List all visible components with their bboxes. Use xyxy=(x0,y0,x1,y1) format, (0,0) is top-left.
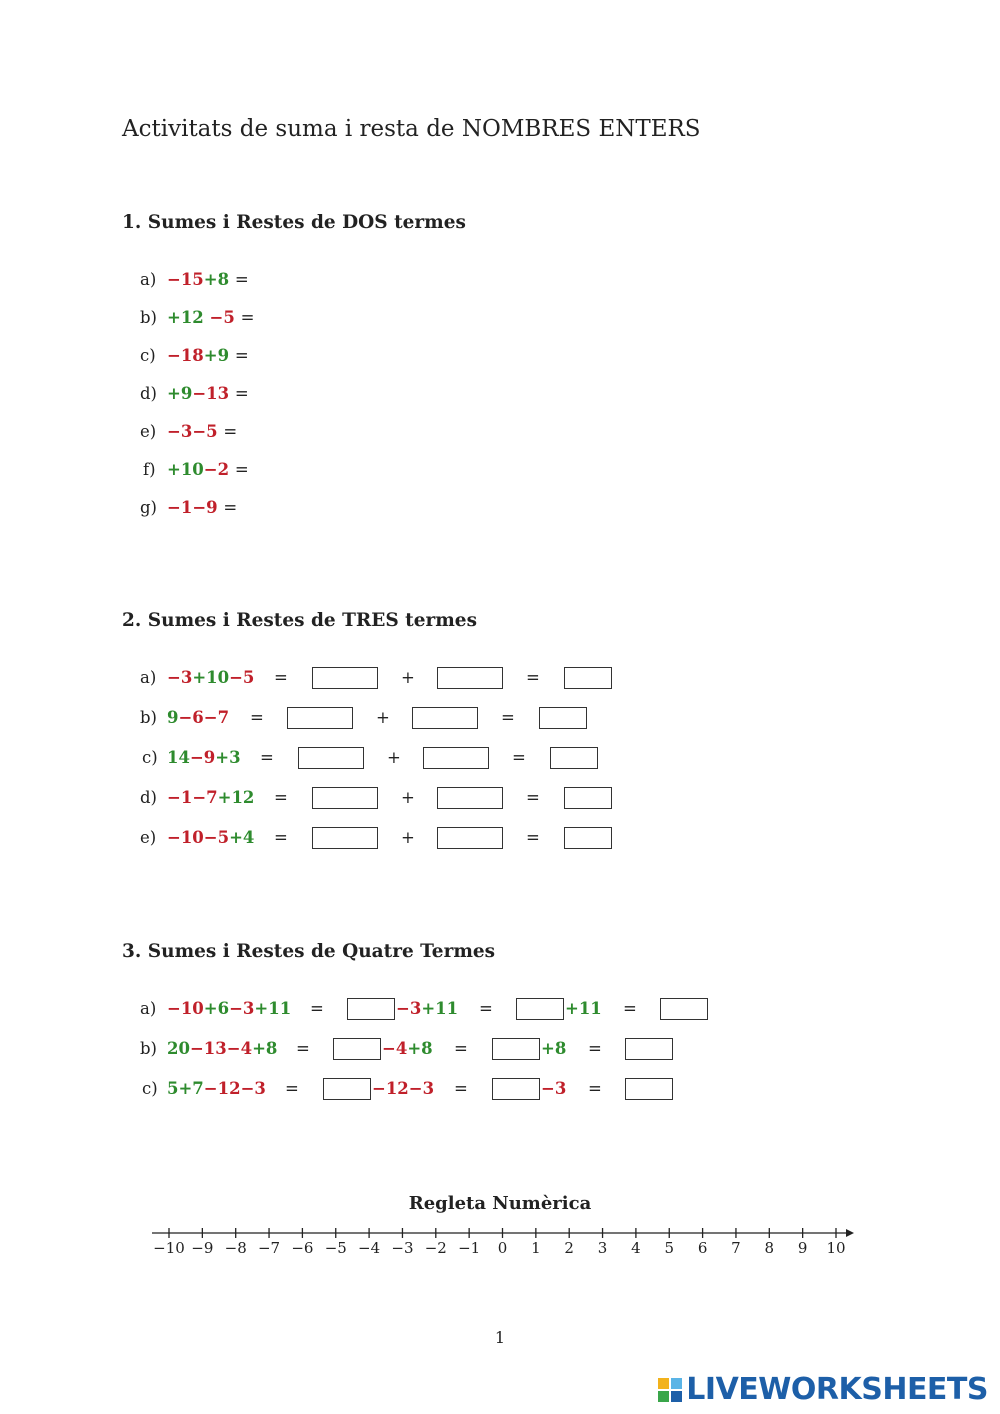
item-label: c) xyxy=(140,346,156,365)
number-line-label: 0 xyxy=(497,1239,508,1257)
term: −2 xyxy=(203,460,230,479)
term: +11 xyxy=(421,999,459,1018)
section1-title: 1. Sumes i Restes de DOS termes xyxy=(122,212,466,233)
equals-sign: = xyxy=(310,999,324,1018)
result-input[interactable] xyxy=(565,831,611,851)
term: −12 xyxy=(372,1079,409,1098)
item-label: g) xyxy=(140,498,157,517)
number-line xyxy=(0,1220,1000,1270)
term: −6 xyxy=(178,708,204,727)
brand-name: LIVEWORKSHEETS xyxy=(686,1372,988,1407)
term: 14 xyxy=(167,748,190,767)
ruler-title: Regleta Numèrica xyxy=(408,1193,592,1214)
term: −5 xyxy=(209,308,235,327)
result-input[interactable] xyxy=(565,791,611,811)
equals-sign: = xyxy=(223,498,238,517)
number-line-label: −2 xyxy=(424,1239,447,1257)
number-line-label: −10 xyxy=(153,1239,185,1257)
term: +9 xyxy=(167,384,193,403)
term: +8 xyxy=(203,270,230,289)
equals-sign: = xyxy=(234,346,249,365)
number-line-label: 10 xyxy=(826,1239,846,1257)
result-box[interactable] xyxy=(625,1038,673,1060)
equals-sign: = xyxy=(274,668,288,687)
answer-input[interactable] xyxy=(348,1002,394,1022)
answer-box[interactable] xyxy=(312,787,378,809)
result-input[interactable] xyxy=(626,1082,672,1102)
section2-title: 2. Sumes i Restes de TRES termes xyxy=(122,610,477,631)
term: −9 xyxy=(189,748,216,767)
term: −5 xyxy=(192,422,218,441)
number-line-label: −4 xyxy=(358,1239,381,1257)
term: +6 xyxy=(203,999,230,1018)
result-input[interactable] xyxy=(540,711,586,731)
item-label: d) xyxy=(140,384,157,403)
term: +11 xyxy=(565,999,602,1018)
answer-input[interactable] xyxy=(334,1042,380,1062)
arrow-right-icon xyxy=(846,1229,854,1237)
answer-box[interactable] xyxy=(437,827,503,849)
equals-sign: = xyxy=(223,422,238,441)
answer-box[interactable] xyxy=(437,787,503,809)
number-line-label: 8 xyxy=(764,1239,775,1257)
equals-sign: = xyxy=(588,1039,602,1058)
equals-sign: = xyxy=(296,1039,310,1058)
term: −3 xyxy=(229,999,255,1018)
number-line-label: 2 xyxy=(564,1239,574,1257)
answer-box[interactable] xyxy=(347,998,395,1020)
answer-input[interactable] xyxy=(438,671,502,691)
equals-sign: = xyxy=(285,1079,299,1098)
answer-input[interactable] xyxy=(288,711,352,731)
term: +12 xyxy=(217,788,255,807)
term: +8 xyxy=(541,1039,567,1058)
term: −13 xyxy=(192,384,230,403)
number-line-label: 4 xyxy=(631,1239,641,1257)
item-label: b) xyxy=(140,308,157,327)
term: +7 xyxy=(178,1079,204,1098)
term: −3 xyxy=(167,668,193,687)
answer-input[interactable] xyxy=(324,1082,370,1102)
item-label: a) xyxy=(140,668,157,687)
number-line-label: 7 xyxy=(731,1239,741,1257)
page-title: Activitats de suma i resta de NOMBRES ENTERS xyxy=(122,116,701,142)
answer-box[interactable] xyxy=(312,827,378,849)
term: −3 xyxy=(240,1079,266,1098)
term: −3 xyxy=(541,1079,567,1098)
term: −1 xyxy=(167,498,193,517)
term: 20 xyxy=(167,1039,190,1058)
term: +8 xyxy=(407,1039,433,1058)
item-label: b) xyxy=(140,1039,157,1058)
answer-box[interactable] xyxy=(492,1078,540,1100)
plus-sign: + xyxy=(401,828,415,847)
answer-input[interactable] xyxy=(424,751,488,771)
item-label: c) xyxy=(142,1079,158,1098)
number-line-label: −1 xyxy=(458,1239,481,1257)
answer-box[interactable] xyxy=(412,707,478,729)
item-label: e) xyxy=(140,422,157,441)
number-line-label: −6 xyxy=(291,1239,314,1257)
term: −7 xyxy=(192,788,218,807)
equals-sign: = xyxy=(454,1079,468,1098)
item-label: a) xyxy=(140,270,157,289)
term: +10 xyxy=(192,668,230,687)
term: +8 xyxy=(252,1039,278,1058)
plus-sign: + xyxy=(376,708,390,727)
answer-input[interactable] xyxy=(413,711,477,731)
number-line-label: −8 xyxy=(224,1239,247,1257)
equals-sign: = xyxy=(274,828,288,847)
term: −3 xyxy=(167,422,193,441)
equals-sign: = xyxy=(240,308,255,327)
term: +4 xyxy=(229,828,255,847)
equals-sign: = xyxy=(526,828,540,847)
equals-sign: = xyxy=(501,708,515,727)
equals-sign: = xyxy=(512,748,526,767)
plus-sign: + xyxy=(401,668,415,687)
answer-box[interactable] xyxy=(492,1038,540,1060)
brand-logo[interactable] xyxy=(658,1372,988,1407)
equals-sign: = xyxy=(250,708,264,727)
item-label: d) xyxy=(140,788,157,807)
result-box[interactable] xyxy=(625,1078,673,1100)
section3-title: 3. Sumes i Restes de Quatre Termes xyxy=(122,941,496,962)
answer-input[interactable] xyxy=(299,751,363,771)
term: −5 xyxy=(229,668,255,687)
number-line-label: 9 xyxy=(797,1239,808,1257)
result-box[interactable] xyxy=(564,787,612,809)
plus-sign: + xyxy=(387,748,401,767)
liveworksheets-logo-icon xyxy=(658,1378,682,1402)
number-line-label: 6 xyxy=(697,1239,708,1257)
answer-input[interactable] xyxy=(313,791,377,811)
number-line-label: 1 xyxy=(531,1239,541,1257)
term: 9 xyxy=(167,708,179,727)
equals-sign: = xyxy=(274,788,288,807)
term: −15 xyxy=(167,270,204,289)
term: −7 xyxy=(203,708,230,727)
result-box[interactable] xyxy=(564,667,612,689)
result-input[interactable] xyxy=(626,1042,672,1062)
result-input[interactable] xyxy=(551,751,597,771)
equals-sign: = xyxy=(234,384,249,403)
number-line-label: 3 xyxy=(597,1239,608,1257)
term: +11 xyxy=(254,999,292,1018)
answer-box[interactable] xyxy=(287,707,353,729)
answer-box[interactable] xyxy=(333,1038,381,1060)
result-box[interactable] xyxy=(550,747,598,769)
result-input[interactable] xyxy=(565,671,611,691)
equals-sign: = xyxy=(479,999,493,1018)
term: +12 xyxy=(167,308,204,327)
answer-box[interactable] xyxy=(323,1078,371,1100)
equals-sign: = xyxy=(623,999,637,1018)
term: −12 xyxy=(203,1079,241,1098)
term: −18 xyxy=(167,346,204,365)
equals-sign: = xyxy=(526,788,540,807)
answer-box[interactable] xyxy=(423,747,489,769)
result-box[interactable] xyxy=(564,827,612,849)
plus-sign: + xyxy=(401,788,415,807)
number-line-label: 5 xyxy=(664,1239,675,1257)
term: −4 xyxy=(226,1039,253,1058)
answer-box[interactable] xyxy=(312,667,378,689)
item-label: e) xyxy=(140,828,157,847)
number-line-label: −9 xyxy=(191,1239,214,1257)
page-number: 1 xyxy=(494,1328,506,1347)
result-box[interactable] xyxy=(539,707,587,729)
term: −5 xyxy=(203,828,230,847)
term: −13 xyxy=(189,1039,227,1058)
term: −3 xyxy=(408,1079,435,1098)
answer-box[interactable] xyxy=(516,998,564,1020)
answer-input[interactable] xyxy=(517,1002,563,1022)
answer-input[interactable] xyxy=(493,1042,539,1062)
item-label: a) xyxy=(140,999,157,1018)
answer-input[interactable] xyxy=(493,1082,539,1102)
term: −10 xyxy=(167,999,204,1018)
item-label: c) xyxy=(142,748,158,767)
item-label: f) xyxy=(143,460,156,479)
answer-box[interactable] xyxy=(437,667,503,689)
term: +10 xyxy=(167,460,204,479)
equals-sign: = xyxy=(454,1039,468,1058)
equals-sign: = xyxy=(234,270,249,289)
item-label: b) xyxy=(140,708,157,727)
term: −10 xyxy=(167,828,204,847)
equals-sign: = xyxy=(260,748,274,767)
term: −4 xyxy=(382,1039,408,1058)
result-box[interactable] xyxy=(660,998,708,1020)
term: −3 xyxy=(396,999,422,1018)
term: 5 xyxy=(167,1079,179,1098)
equals-sign: = xyxy=(588,1079,602,1098)
answer-box[interactable] xyxy=(298,747,364,769)
term: +9 xyxy=(203,346,230,365)
equals-sign: = xyxy=(234,460,249,479)
answer-input[interactable] xyxy=(438,791,502,811)
result-input[interactable] xyxy=(661,1002,707,1022)
answer-input[interactable] xyxy=(438,831,502,851)
term: −1 xyxy=(167,788,193,807)
answer-input[interactable] xyxy=(313,831,377,851)
term: +3 xyxy=(215,748,241,767)
answer-input[interactable] xyxy=(313,671,377,691)
number-line-label: −3 xyxy=(391,1239,414,1257)
term: −9 xyxy=(192,498,218,517)
equals-sign: = xyxy=(526,668,540,687)
number-line-label: −7 xyxy=(257,1239,281,1257)
number-line-label: −5 xyxy=(324,1239,347,1257)
